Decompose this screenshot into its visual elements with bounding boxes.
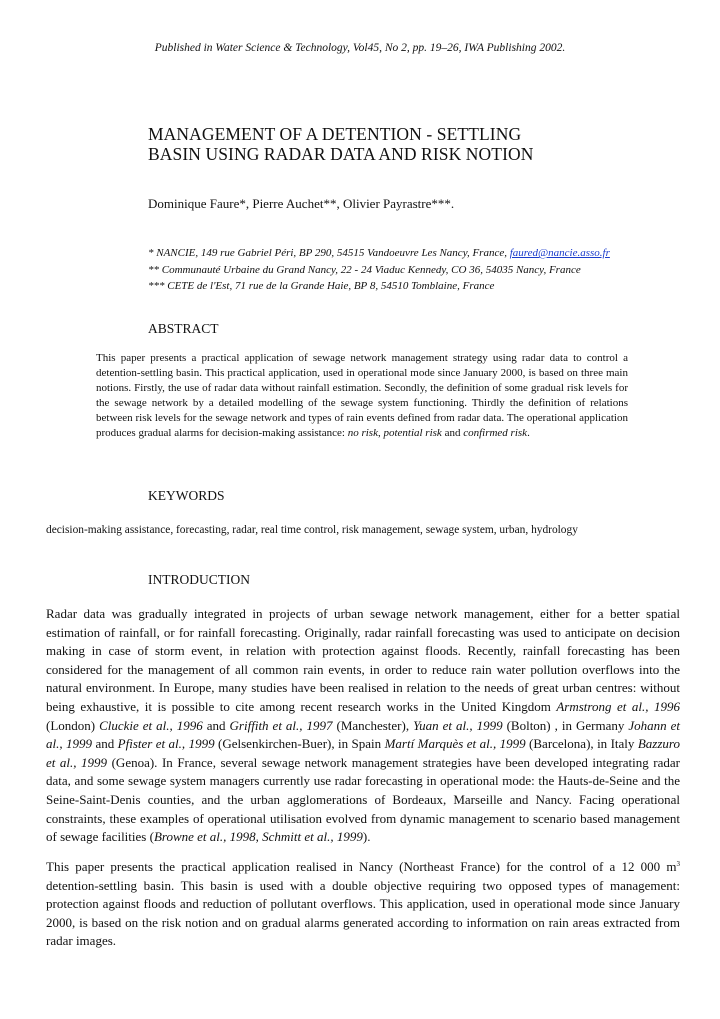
title-line-1: MANAGEMENT OF A DETENTION - SETTLING [148, 124, 522, 144]
citation: Griffith et al., 1997 [229, 717, 333, 733]
keywords-heading: KEYWORDS [148, 488, 225, 503]
title-line-2: BASIN USING RADAR DATA AND RISK NOTION [148, 144, 534, 164]
text-run: This paper presents the practical application realised in Nancy (Northeast France) for the control of a 12 000 m [46, 859, 677, 874]
abstract-body [96, 351, 628, 441]
affiliation-1-text: * NANCIE, 149 rue Gabriel Péri, BP 290, 54515 Vandoeuvre Les Nancy, France, [148, 247, 510, 259]
text-run: (Barcelona), in Italy [525, 736, 638, 752]
text-run: (Genoa). In France, several sewage network management strategies have been developed integrating radar data, and some sewage system managers currently use radar forecasting in operational mode: the Hauts-de-Seine and the Seine-Saint-Denis counties, and the urban agglomerations of Bordeaux, Marseille and Nancy. Facing operational constraints, these examples of operational utilisation evolved from dynamic management to scenario based management of sewage facilities ( [46, 754, 680, 845]
affiliation-3: *** CETE de l'Est, 71 rue de la Grande Haie, BP 8, 54510 Tomblaine, France [148, 280, 495, 292]
abstract-no-risk: no risk [347, 427, 378, 439]
affiliations [148, 245, 708, 295]
introduction-heading: INTRODUCTION [148, 572, 250, 587]
citation: Pfister et al., 1999 [117, 736, 215, 752]
text-run: Radar data was gradually integrated in projects of urban sewage network management, either for a better spatial estimation of rainfall, or for rainfall forecasting. Originally, radar rainfall forecasting was used to anticipate on decision making in case of storm event, in relation with protection against floods. Recently, rainfall forecasting has been considered for the management of all common rain events, in order to reduce rain water pollution overflows into the natural environment. In Europe, many studies have been realised in relation to the needs of great urban centres: without being exhaustive, it is possible to cite among recent research works in the United Kingdom [46, 606, 680, 714]
paper-title [148, 124, 688, 164]
abstract-text: This paper presents a practical application of sewage network management strategy using radar data to control a detention-settling basin. This practical application, used in operational mode since January 2000, is based on three main notions. Firstly, the use of radar data without rainfall estimation. Secondly, the definition of some gradual risk levels for the sewage network by a detailed modelling of the sewage system functioning. Thirdly the definition of relations between risk levels for the sewage network and types of rain events defined from radar data. The operational application produces gradual alarms for decision-making assistance: [96, 352, 628, 439]
citation: Yuan et al., 1999 [413, 717, 503, 733]
citation: Cluckie et al., 1996 [99, 717, 203, 733]
text-run: detention-settling basin. This basin is used with a double objective requiring two opposed types of management: protection against floods and reduction of pollutant overflows. This application, used in operational mode since January 2000, is based on the risk notion and on gradual alarms generated according to information on rain areas extracted from radar images. [46, 877, 680, 949]
superscript: 3 [676, 860, 680, 868]
text-run: (Gelsenkirchen-Buer), in Spain [214, 736, 385, 752]
citation: Bazzuro et al., 1999 [46, 736, 680, 770]
introduction-paragraph-1 [46, 605, 680, 847]
citation: Martí Marquès et al., 1999 [384, 736, 526, 752]
abstract-heading: ABSTRACT [148, 321, 219, 336]
citation: Armstrong et al., 1996 [556, 698, 680, 714]
text-run: ). [362, 829, 371, 845]
text-run: (Manchester), [332, 717, 414, 733]
citation: Browne et al., 1998, Schmitt et al., 1999 [153, 829, 363, 845]
abstract-and: and [441, 427, 464, 439]
abstract-end: . [527, 427, 530, 439]
publication-note: Published in Water Science & Technology, Vol45, No 2, pp. 19–26, IWA Publishing 2002. [154, 42, 566, 54]
text-run: and [202, 717, 230, 733]
affiliation-1 [148, 245, 708, 262]
introduction-paragraph-2 [46, 858, 680, 951]
citation: Johann et al., 1999 [46, 717, 680, 752]
text-run: (London) [46, 717, 100, 733]
abstract-confirmed-risk: confirmed risk [463, 427, 528, 439]
email-link[interactable]: faured@nancie.asso.fr [509, 247, 610, 259]
text-run: and [92, 736, 118, 752]
text-run: (Bolton) , in Germany [502, 717, 629, 733]
keywords-list: decision-making assistance, forecasting, radar, real time control, risk management, sewage system, urban, hydrology [46, 524, 578, 536]
affiliation-2: ** Communauté Urbaine du Grand Nancy, 22 - 24 Viaduc Kennedy, CO 36, 54035 Nancy, France [148, 263, 581, 276]
abstract-sep: , [377, 427, 384, 439]
authors: Dominique Faure*, Pierre Auchet**, Olivier Payrastre***. [148, 196, 455, 211]
abstract-potential-risk: potential risk [383, 427, 442, 439]
